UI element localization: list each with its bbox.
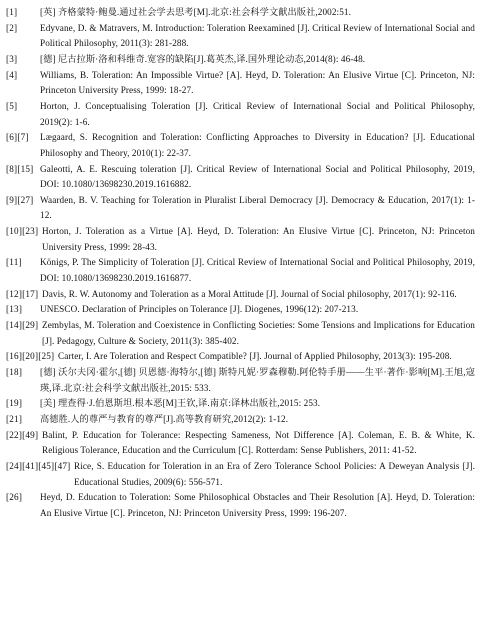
reference-text: UNESCO. Declaration of Principles on Tolerance [J]. Diogenes, 1996(12): 207-213. xyxy=(40,304,359,315)
reference-number: [9][27] xyxy=(6,194,34,205)
reference-entry xyxy=(6,5,475,21)
reference-number: [18] xyxy=(6,366,23,377)
reference-number: [11] xyxy=(6,257,22,268)
reference-text: Königs, P. The Simplicity of Toleration [J]. Critical Review of International Social and Political Philosophy, 2019, DOI: 10.1080/13698230.2019.1616877. xyxy=(40,257,475,283)
reference-text: Heyd, D. Education to Toleration: Some Philosophical Obstacles and Their Resolution [A]. Heyd, D. Toleration: An Elusive Virtue [C]. Princeton, NJ: Princeton University Press, 1999: 196-207. xyxy=(40,492,475,518)
reference-text: Edyvane, D. & Matravers, M. Introduction: Toleration Reexamined [J]. Critical Review of International Social and Political Philosophy, 2011(3): 281-288. xyxy=(40,22,475,49)
reference-entry xyxy=(6,99,475,130)
reference-text: Horton, J. Conceptualising Toleration [J]. Critical Review of International Social and Political Philosophy, 2019(2): 1-6. xyxy=(40,100,475,127)
reference-entry xyxy=(6,224,475,255)
reference-number: [13] xyxy=(6,304,23,315)
reference-entry xyxy=(6,21,475,52)
reference-entry xyxy=(6,302,475,318)
reference-number: [5] xyxy=(6,100,18,111)
reference-entry xyxy=(6,349,475,365)
reference-number: [21] xyxy=(6,413,23,424)
reference-text: Waarden, B. V. Teaching for Toleration in Pluralist Liberal Democracy [J]. Democracy & Education, 2017(1): 1-12. xyxy=(40,194,475,221)
reference-number: [3] xyxy=(6,53,18,64)
reference-text: Horton, J. Toleration as a Virtue [A]. Heyd, D. Toleration: An Elusive Virtue [C]. Princeton, NJ: Princeton University Press, 1999: 28-43. xyxy=(42,226,475,252)
reference-entry xyxy=(6,318,475,349)
reference-text: Zembylas, M. Toleration and Coexistence in Conflicting Societies: Some Tensions and Implications for Education [J]. Pedagogy, Culture & Society, 2011(3): 385-402. xyxy=(42,320,475,346)
reference-number: [16][20][25] xyxy=(6,351,55,362)
reference-entry xyxy=(6,396,475,412)
reference-text: [德] 尼古拉斯·洛和科维奇.宽容的缺陷[J].葛英杰,译.国外理论动态,2014(8): 46-48. xyxy=(40,53,366,64)
reference-number: [14][29] xyxy=(6,320,39,330)
reference-text: [美] 理查得·J.伯恩斯坦.根本恶[M]王钦,译.南京:译林出版社,2015: 253. xyxy=(40,398,321,409)
reference-text: Williams, B. Toleration: An Impossible Virtue? [A]. Heyd, D. Toleration: An Elusive Virtue [C]. Princeton, NJ: Princeton University Press, 1999: 18-27. xyxy=(40,69,475,96)
reference-entry xyxy=(6,490,475,521)
reference-number: [26] xyxy=(6,492,23,503)
reference-number: [12][17] xyxy=(6,288,39,299)
reference-entry xyxy=(6,162,475,193)
reference-text: Davis, R. W. Autonomy and Toleration as a Moral Attitude [J]. Journal of Social philosophy, 2017(1): 92-116. xyxy=(42,288,457,299)
reference-text: Galeotti, A. E. Rescuing toleration [J]. Critical Review of International Social and Political Philosophy, 2019, DOI: 10.1080/13698230.2019.1616882. xyxy=(40,163,475,190)
reference-entry xyxy=(6,68,475,99)
reference-entry xyxy=(6,412,475,428)
reference-number: [4] xyxy=(6,69,18,80)
reference-number: [10][23] xyxy=(6,226,39,237)
reference-text: Rice, S. Education for Toleration in an Era of Zero Tolerance School Policies: A Deweyan Analysis [J]. Educational Studies, 2009(6): 556-571. xyxy=(74,460,475,487)
reference-number: [8][15] xyxy=(6,163,34,174)
reference-list xyxy=(6,5,475,521)
reference-number: [2] xyxy=(6,22,18,33)
reference-text: [德] 沃尔夫冈·霍尔,[德] 贝恩德·海特尔,[德] 斯特凡妮·罗森穆勒.阿伦特手册——生平·著作·影响[M].王旭,寇瑛,译.北京:社会科学文献出版社,2015: 533. xyxy=(40,366,475,393)
reference-entry xyxy=(6,193,475,224)
reference-number: [19] xyxy=(6,398,23,409)
reference-text: Carter, I. Are Toleration and Respect Compatible? [J]. Journal of Applied Philosophy, 2013(3): 195-208. xyxy=(58,351,452,362)
reference-number: [24][41][45][47] xyxy=(6,460,71,471)
reference-text: Lægaard, S. Recognition and Toleration: Conflicting Approaches to Diversity in Education? [J]. Educational Philosophy and Theory, 2010(1): 22-37. xyxy=(40,132,475,158)
reference-number: [6][7] xyxy=(6,132,29,143)
reference-entry xyxy=(6,459,475,490)
reference-entry xyxy=(6,255,475,286)
reference-number: [22][49] xyxy=(6,429,39,440)
reference-number: [1] xyxy=(6,7,18,17)
reference-entry xyxy=(6,130,475,161)
reference-entry xyxy=(6,365,475,396)
reference-text: [英] 齐格蒙特·鲍曼.通过社会学去思考[M].北京:社会科学文献出版社,2002:51. xyxy=(40,7,351,17)
reference-text: Balint, P. Education for Tolerance: Respecting Sameness, Not Difference [A]. Coleman, E. B. & White, K. Religious Tolerance, Education and the Curriculum [C]. Rotterdam: Sense Publishers, 2011: 41-52. xyxy=(42,429,475,456)
reference-entry xyxy=(6,52,475,68)
reference-entry xyxy=(6,428,475,459)
reference-entry xyxy=(6,287,475,303)
reference-text: 高德胜.人的尊严与教育的尊严[J].高等教育研究,2012(2): 1-12. xyxy=(40,413,289,424)
